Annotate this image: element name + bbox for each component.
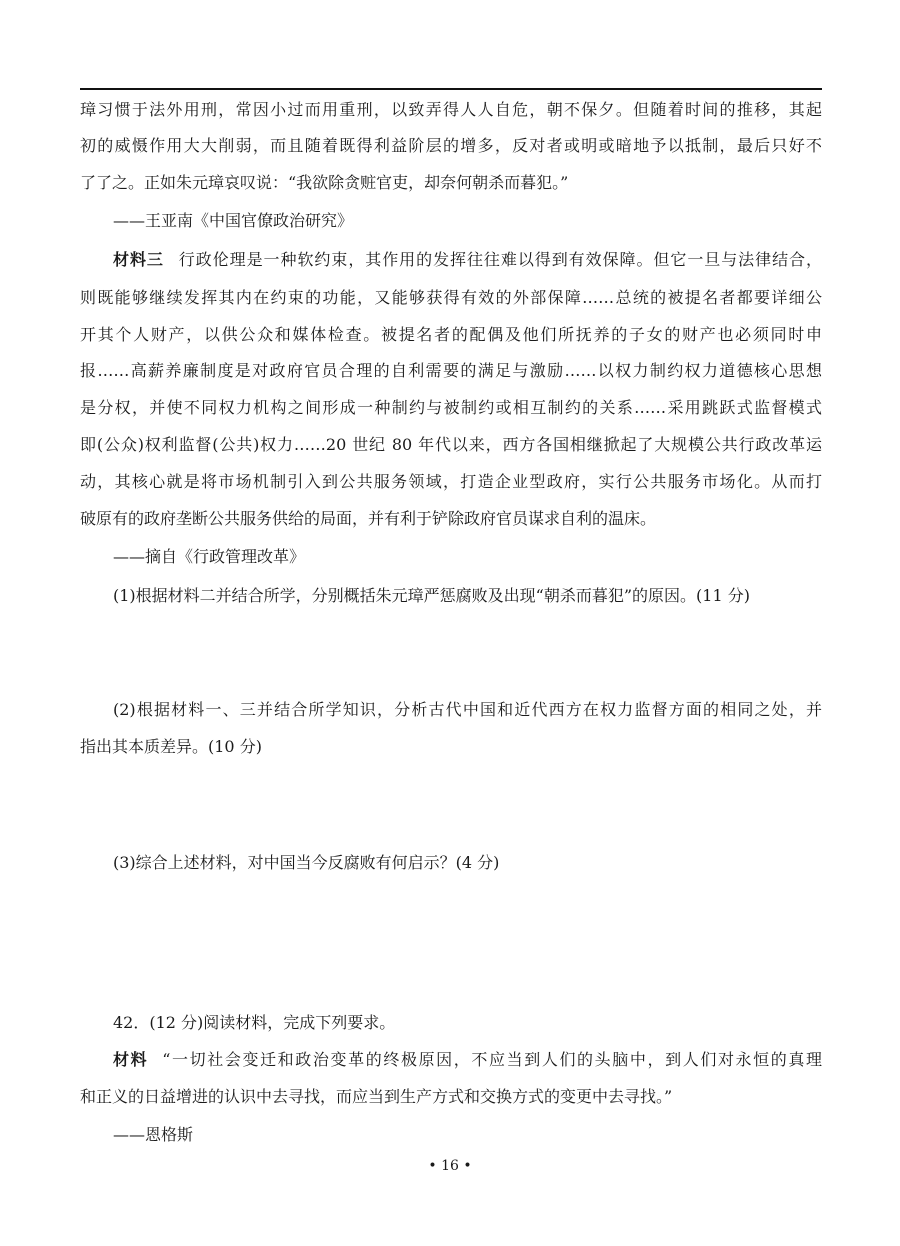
material3-line-4: 报……高薪养廉制度是对政府官员合理的自利需要的满足与激励……以权力制约权力道德核心思想: [80, 361, 822, 380]
question-1: (1)根据材料二并结合所学，分别概括朱元璋严惩腐败及出现“朝杀而暮犯”的原因。(11 分): [113, 586, 750, 605]
q42-material-line-2: 和正义的日益增进的认识中去寻找，而应当到生产方式和交换方式的变更中去寻找。”: [80, 1087, 673, 1106]
material3-line-7: 动，其核心就是将市场机制引入到公共服务领域，打造企业型政府，实行公共服务市场化。从而打: [80, 472, 822, 491]
material2-line-2: 初的威慑作用大大削弱，而且随着既得利益阶层的增多，反对者或明或暗地予以抵制，最后只好不: [80, 136, 822, 155]
material3-source: ——摘自《行政管理改革》: [113, 547, 306, 566]
material3-line-1: [113, 249, 822, 271]
header-rule: [80, 88, 822, 90]
q42-material-label: 材料: [113, 1050, 149, 1069]
material2-line-3: 了了之。正如朱元璋哀叹说：“我欲除贪赃官吏，却奈何朝杀而暮犯。”: [80, 173, 569, 192]
material3-label: 材料三: [113, 250, 164, 269]
question-42-heading: 42．(12 分)阅读材料，完成下列要求。: [113, 1013, 396, 1032]
material3-line-5: 是分权，并使不同权力机构之间形成一种制约与被制约或相互制约的关系……采用跳跃式监督模式: [80, 398, 822, 417]
material2-line-1: 璋习惯于法外用刑，常因小过而用重刑，以致弄得人人自危，朝不保夕。但随着时间的推移，其起: [80, 100, 822, 119]
question-2-line-2: 指出其本质差异。(10 分): [80, 737, 262, 756]
question-2-line-1: (2)根据材料一、三并结合所学知识，分析古代中国和近代西方在权力监督方面的相同之处，并: [113, 700, 822, 719]
q42-material-line-1: [113, 1049, 822, 1071]
material2-source: ——王亚南《中国官僚政治研究》: [113, 211, 354, 230]
material3-line-2: 则既能够继续发挥其内在约束的功能，又能够获得有效的外部保障……总统的被提名者都要详细公: [80, 288, 822, 307]
q42-source: ——恩格斯: [113, 1125, 194, 1144]
page-number: • 16 •: [428, 1158, 472, 1174]
material3-line-3: 开其个人财产，以供公众和媒体检查。被提名者的配偶及他们所抚养的子女的财产也必须同时申: [80, 325, 822, 344]
material3-line-6: 即(公众)权利监督(公共)权力……20 世纪 80 年代以来，西方各国相继掀起了大规模公共行政改革运: [80, 435, 822, 454]
q42-material-text-1: “一切社会变迁和政治变革的终极原因，不应当到人们的头脑中，到人们对永恒的真理: [162, 1050, 822, 1069]
material3-text-1: 行政伦理是一种软约束，其作用的发挥往往难以得到有效保障。但它一旦与法律结合，: [177, 250, 822, 269]
question-3: (3)综合上述材料，对中国当今反腐败有何启示？(4 分): [113, 853, 500, 872]
material3-line-8: 破原有的政府垄断公共服务供给的局面，并有利于铲除政府官员谋求自利的温床。: [80, 509, 657, 528]
